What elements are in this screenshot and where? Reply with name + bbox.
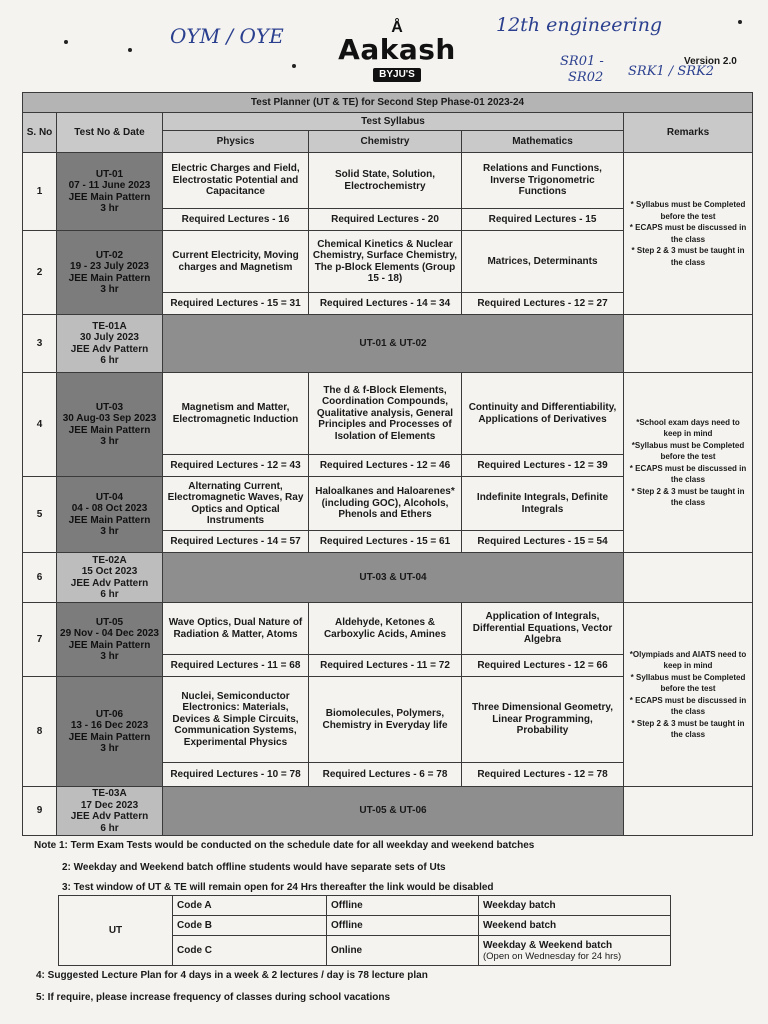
row-req-physics: Required Lectures - 14 = 57	[163, 531, 309, 553]
table-row	[23, 373, 753, 455]
ut-mode: Offline	[327, 916, 479, 936]
row-mathematics: Three Dimensional Geometry, Linear Programming, Probability	[462, 677, 624, 763]
row-test: UT-04 04 - 08 Oct 2023 JEE Main Pattern 3 hr	[57, 477, 163, 553]
logo-mark-icon: Å	[391, 19, 403, 36]
row-req-chemistry: Required Lectures - 6 = 78	[309, 763, 462, 787]
ut-code: Code C	[173, 936, 327, 966]
logo-brand: Aakash	[338, 33, 456, 66]
row-req-mathematics: Required Lectures - 12 = 39	[462, 455, 624, 477]
row-test: UT-01 07 - 11 June 2023 JEE Main Pattern 3 hr	[57, 153, 163, 231]
row-sno: 8	[23, 677, 57, 787]
row-req-chemistry: Required Lectures - 15 = 61	[309, 531, 462, 553]
row-req-physics: Required Lectures - 10 = 78	[163, 763, 309, 787]
row-physics: Electric Charges and Field, Electrostatic Potential and Capacitance	[163, 153, 309, 209]
version-label: Version 2.0	[684, 56, 737, 67]
ut-batch: Weekend batch	[479, 916, 671, 936]
row-chemistry: Aldehyde, Ketones & Carboxylic Acids, Amines	[309, 603, 462, 655]
row-mathematics: Matrices, Determinants	[462, 231, 624, 293]
row-req-physics: Required Lectures - 12 = 43	[163, 455, 309, 477]
aakash-logo	[326, 20, 468, 82]
test-planner-table	[22, 92, 753, 836]
row-span-syllabus: UT-01 & UT-02	[163, 315, 624, 373]
ut-batch: Weekday & Weekend batch (Open on Wednesday for 24 hrs)	[479, 936, 671, 966]
scan-dot	[292, 64, 296, 68]
row-sno: 3	[23, 315, 57, 373]
row-sno: 2	[23, 231, 57, 315]
header-remarks: Remarks	[624, 113, 753, 153]
handwritten-note-right: 12th engineering	[496, 14, 663, 36]
row-mathematics: Relations and Functions, Inverse Trigonometric Functions	[462, 153, 624, 209]
row-sno: 1	[23, 153, 57, 231]
row-span-syllabus: UT-03 & UT-04	[163, 553, 624, 603]
handwritten-code-2: SR02	[568, 70, 604, 85]
header-chemistry: Chemistry	[309, 131, 462, 153]
table-row	[23, 787, 753, 836]
note-3: 3: Test window of UT & TE will remain open for 24 Hrs thereafter the link would be disabled	[62, 882, 494, 893]
row-req-mathematics: Required Lectures - 12 = 27	[462, 293, 624, 315]
table-row	[23, 153, 753, 209]
row-chemistry: Biomolecules, Polymers, Chemistry in Everyday life	[309, 677, 462, 763]
row-req-chemistry: Required Lectures - 12 = 46	[309, 455, 462, 477]
row-chemistry: Chemical Kinetics & Nuclear Chemistry, Surface Chemistry, The p-Block Elements (Group 15 - 18)	[309, 231, 462, 293]
remarks-group-2: *School exam days need to keep in mind *Syllabus must be Completed before the test * ECAPS must be discussed in the class * Step 2 & 3 must be taught in the class	[624, 373, 753, 553]
row-physics: Nuclei, Semiconductor Electronics: Materials, Devices & Simple Circuits, Communication Systems, Experimental Physics	[163, 677, 309, 763]
handwritten-note-left: OYM / OYE	[170, 24, 284, 48]
row-remarks-empty	[624, 787, 753, 836]
table-row	[23, 315, 753, 373]
ut-codes-table	[58, 895, 671, 966]
row-mathematics: Continuity and Differentiability, Applications of Derivatives	[462, 373, 624, 455]
row-req-mathematics: Required Lectures - 12 = 66	[462, 655, 624, 677]
ut-code: Code A	[173, 896, 327, 916]
note-4: 4: Suggested Lecture Plan for 4 days in a week & 2 lectures / day is 78 lecture plan	[36, 970, 428, 981]
table-title: Test Planner (UT & TE) for Second Step Phase-01 2023-24	[23, 93, 753, 113]
row-req-chemistry: Required Lectures - 20	[309, 209, 462, 231]
row-req-mathematics: Required Lectures - 15	[462, 209, 624, 231]
handwritten-code-3: SRK1 / SRK2	[628, 64, 714, 79]
logo-sub: BYJU'S	[373, 68, 421, 82]
header-syllabus: Test Syllabus	[163, 113, 624, 131]
row-req-physics: Required Lectures - 16	[163, 209, 309, 231]
row-req-chemistry: Required Lectures - 11 = 72	[309, 655, 462, 677]
header-physics: Physics	[163, 131, 309, 153]
row-sno: 7	[23, 603, 57, 677]
scan-dot	[64, 40, 68, 44]
row-test: UT-05 29 Nov - 04 Dec 2023 JEE Main Pattern 3 hr	[57, 603, 163, 677]
remarks-group-3: *Olympiads and AIATS need to keep in mind * Syllabus must be Completed before the test * ECAPS must be discussed in the class * Step 2 & 3 must be taught in the class	[624, 603, 753, 787]
row-test: UT-03 30 Aug-03 Sep 2023 JEE Main Pattern 3 hr	[57, 373, 163, 477]
ut-mode: Offline	[327, 896, 479, 916]
table-row	[23, 603, 753, 655]
row-sno: 6	[23, 553, 57, 603]
ut-label: UT	[59, 896, 173, 966]
header-test: Test No & Date	[57, 113, 163, 153]
ut-mode: Online	[327, 936, 479, 966]
table-row	[23, 553, 753, 603]
row-req-mathematics: Required Lectures - 15 = 54	[462, 531, 624, 553]
remarks-group-1: * Syllabus must be Completed before the test * ECAPS must be discussed in the class * Step 2 & 3 must be taught in the class	[624, 153, 753, 315]
row-chemistry: Haloalkanes and Haloarenes* (including GOC), Alcohols, Phenols and Ethers	[309, 477, 462, 531]
header-mathematics: Mathematics	[462, 131, 624, 153]
row-req-physics: Required Lectures - 11 = 68	[163, 655, 309, 677]
row-test: TE-01A 30 July 2023 JEE Adv Pattern 6 hr	[57, 315, 163, 373]
row-remarks-empty	[624, 315, 753, 373]
row-req-mathematics: Required Lectures - 12 = 78	[462, 763, 624, 787]
row-sno: 4	[23, 373, 57, 477]
row-test: TE-02A 15 Oct 2023 JEE Adv Pattern 6 hr	[57, 553, 163, 603]
handwritten-code-1: SR01 -	[560, 54, 604, 69]
ut-batch-note: (Open on Wednesday for 24 hrs)	[483, 950, 622, 962]
row-physics: Magnetism and Matter, Electromagnetic Induction	[163, 373, 309, 455]
ut-code: Code B	[173, 916, 327, 936]
row-sno: 5	[23, 477, 57, 553]
row-remarks-empty	[624, 553, 753, 603]
header-sno: S. No	[23, 113, 57, 153]
scan-dot	[128, 48, 132, 52]
row-mathematics: Application of Integrals, Differential Equations, Vector Algebra	[462, 603, 624, 655]
row-physics: Current Electricity, Moving charges and Magnetism	[163, 231, 309, 293]
row-span-syllabus: UT-05 & UT-06	[163, 787, 624, 836]
row-chemistry: The d & f-Block Elements, Coordination Compounds, Qualitative analysis, General Principles and Processes of Isolation of Elements	[309, 373, 462, 455]
row-test: UT-06 13 - 16 Dec 2023 JEE Main Pattern 3 hr	[57, 677, 163, 787]
row-req-chemistry: Required Lectures - 14 = 34	[309, 293, 462, 315]
note-1: Note 1: Term Exam Tests would be conducted on the schedule date for all weekday and weekend batches	[34, 840, 535, 851]
scan-dot	[738, 20, 742, 24]
row-physics: Wave Optics, Dual Nature of Radiation & Matter, Atoms	[163, 603, 309, 655]
row-test: UT-02 19 - 23 July 2023 JEE Main Pattern 3 hr	[57, 231, 163, 315]
row-sno: 9	[23, 787, 57, 836]
note-5: 5: If require, please increase frequency of classes during school vacations	[36, 992, 391, 1003]
row-mathematics: Indefinite Integrals, Definite Integrals	[462, 477, 624, 531]
row-test: TE-03A 17 Dec 2023 JEE Adv Pattern 6 hr	[57, 787, 163, 836]
note-2: 2: Weekday and Weekend batch offline students would have separate sets of Uts	[62, 862, 446, 873]
ut-batch: Weekday batch	[479, 896, 671, 916]
row-chemistry: Solid State, Solution, Electrochemistry	[309, 153, 462, 209]
row-req-physics: Required Lectures - 15 = 31	[163, 293, 309, 315]
row-physics: Alternating Current, Electromagnetic Waves, Ray Optics and Optical Instruments	[163, 477, 309, 531]
